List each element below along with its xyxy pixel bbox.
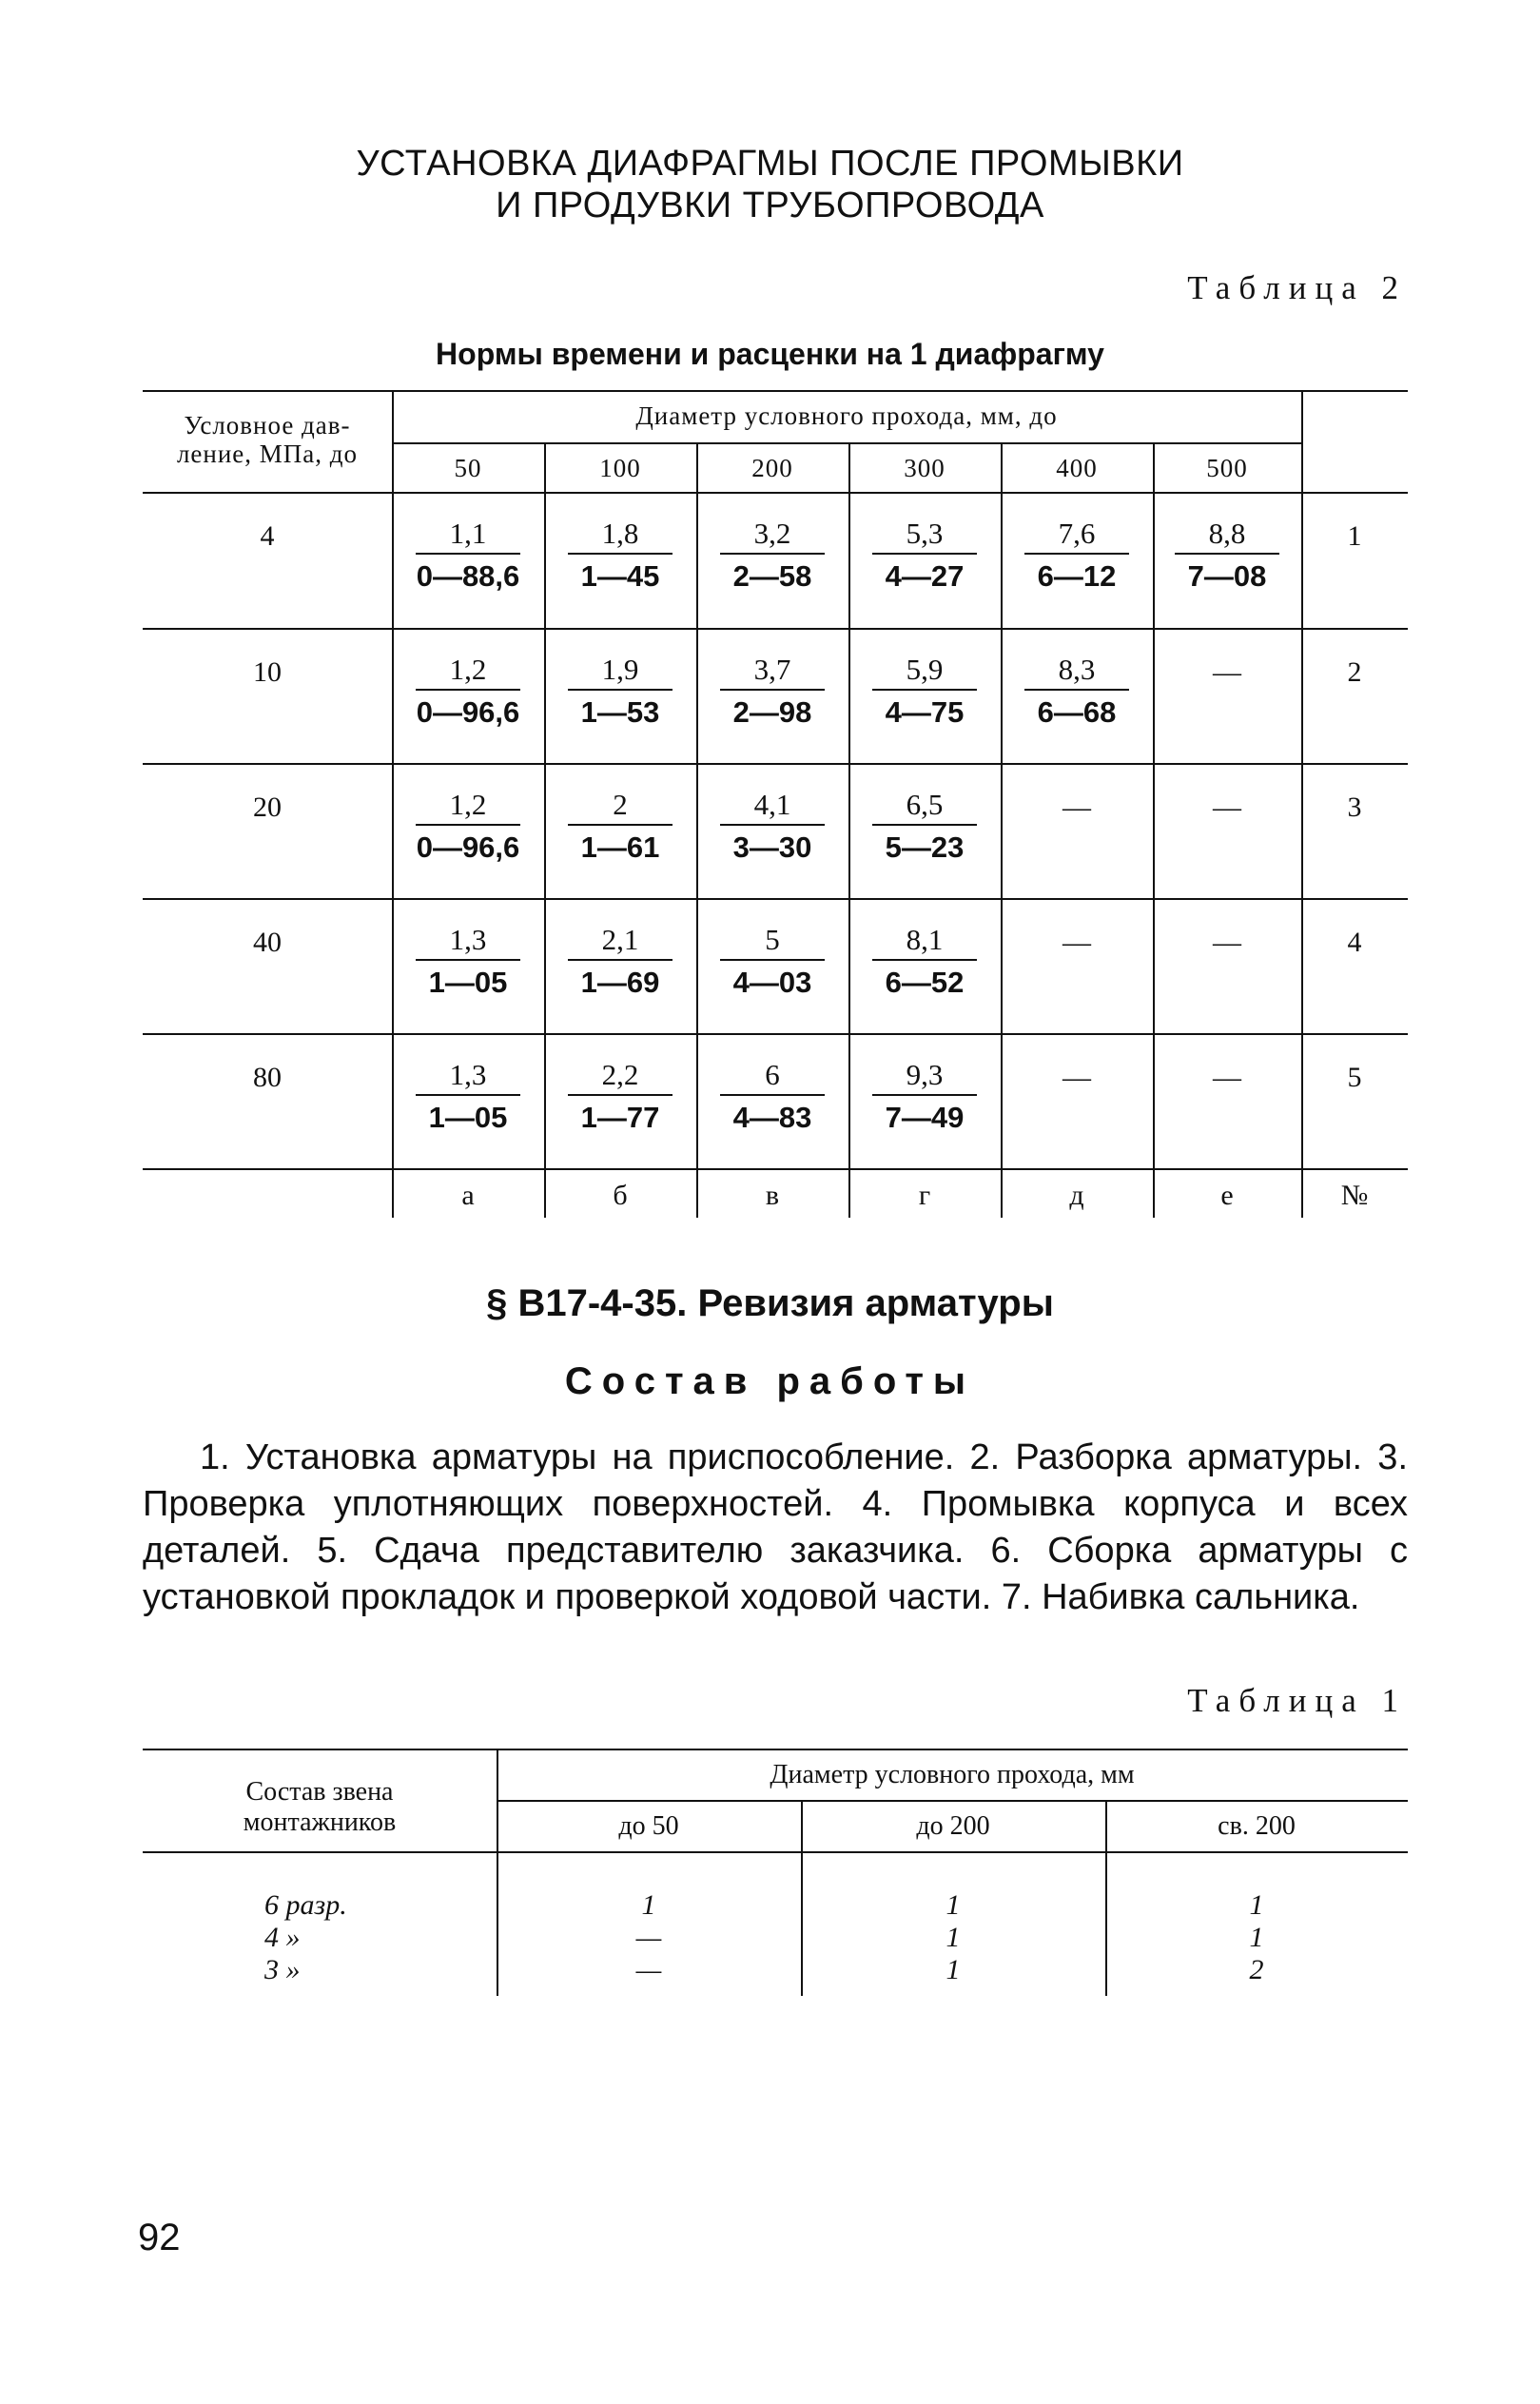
time-norm: 1,3 — [449, 1058, 487, 1091]
rate-value: 2—58 — [732, 559, 812, 593]
rate-value: 5—23 — [885, 831, 965, 864]
time-norm: 5,3 — [906, 517, 944, 550]
time-norm: 6,5 — [906, 788, 944, 821]
row-number: 2 — [1347, 656, 1362, 688]
rate-value: 6—12 — [1037, 559, 1117, 593]
table1-label: Таблица 1 — [1187, 1682, 1407, 1719]
rate-value: 1—69 — [580, 966, 660, 999]
norm-rate-cell — [545, 921, 695, 1003]
row-number: 1 — [1347, 520, 1362, 552]
t1-count: 1 — [641, 1889, 656, 1921]
time-norm: 3,7 — [753, 653, 791, 686]
t1-row-header-line-2: монтажников — [243, 1808, 397, 1837]
time-norm: 1,9 — [601, 653, 639, 686]
pressure-value: 80 — [253, 1062, 282, 1093]
column-letter: в — [765, 1180, 780, 1211]
paragraph-heading: § В17-4-35. Ревизия арматуры — [486, 1282, 1054, 1324]
norm-rate-cell — [697, 651, 848, 733]
norm-rate-cell — [393, 651, 543, 733]
norm-rate-cell — [393, 921, 543, 1003]
norm-rate-cell — [849, 786, 1000, 868]
rate-value: 0—96,6 — [416, 695, 520, 729]
rate-value: 1—05 — [428, 1101, 508, 1134]
page-number: 92 — [138, 2217, 181, 2258]
empty-cell-dash: — — [1062, 792, 1091, 823]
diameter-header: 400 — [1056, 454, 1098, 482]
column-letter: б — [613, 1180, 628, 1211]
norm-rate-cell — [1152, 515, 1302, 596]
t1-column-header: до 200 — [916, 1811, 990, 1841]
time-norm: 8,1 — [906, 923, 944, 956]
t1-column-header: св. 200 — [1218, 1811, 1296, 1841]
t1-count: 1 — [1249, 1922, 1264, 1953]
rate-value: 1—61 — [580, 831, 660, 864]
row-header-line-2: ление, МПа, до — [176, 440, 359, 468]
rate-value: 0—88,6 — [416, 559, 520, 593]
time-norm: 5 — [765, 923, 780, 956]
time-norm: 2 — [613, 788, 628, 821]
t1-count: — — [635, 1922, 662, 1953]
rate-value: 7—08 — [1187, 559, 1267, 593]
empty-cell-dash: — — [1213, 927, 1241, 958]
column-letter: а — [461, 1180, 475, 1211]
column-letter: е — [1220, 1180, 1234, 1211]
rate-value: 4—03 — [732, 966, 812, 999]
diameter-header: 500 — [1206, 454, 1248, 482]
column-letter: г — [918, 1180, 931, 1211]
time-norm: 7,6 — [1058, 517, 1096, 550]
work-composition-heading: Состав работы — [564, 1360, 976, 1402]
empty-cell-dash: — — [1062, 927, 1091, 958]
t1-row-header — [143, 1777, 497, 1838]
time-norm: 3,2 — [753, 517, 791, 550]
empty-cell-dash: — — [1213, 1062, 1241, 1093]
rate-value: 6—68 — [1037, 695, 1117, 729]
rate-value: 3—30 — [732, 831, 812, 864]
norm-rate-cell — [697, 786, 848, 868]
rate-value: 4—83 — [732, 1101, 812, 1134]
time-norm: 1,2 — [449, 788, 487, 821]
rate-value: 6—52 — [885, 966, 965, 999]
t1-rank: 4 » — [264, 1922, 301, 1953]
t1-row-header-line-1: Состав звена — [245, 1777, 394, 1807]
pressure-value: 40 — [253, 927, 282, 958]
norm-rate-cell — [697, 515, 848, 596]
norm-rate-cell — [849, 1056, 1000, 1138]
norm-rate-cell — [1002, 651, 1152, 733]
rate-value: 4—27 — [885, 559, 965, 593]
time-norm: 6 — [765, 1058, 780, 1091]
rate-value: 1—45 — [580, 559, 660, 593]
t1-count: 2 — [1249, 1954, 1264, 1985]
time-norm: 2,1 — [601, 923, 639, 956]
pressure-value: 20 — [253, 792, 282, 823]
empty-cell-dash: — — [1213, 792, 1241, 823]
diameter-header: 100 — [599, 454, 641, 482]
section-title-line-1: УСТАНОВКА ДИАФРАГМЫ ПОСЛЕ ПРОМЫВКИ — [356, 144, 1184, 184]
pressure-value: 4 — [260, 520, 275, 552]
row-header-line-1: Условное дав- — [184, 411, 351, 440]
t1-count: 1 — [945, 1889, 961, 1921]
work-composition-text: 1. Установка арматуры на приспособление. 2. Разборка арматуры. 3. Проверка уплотняющих поверхностей. 4. Промывка корпуса и всех деталей. 5. Сдача представителю заказчика. 6. Сборка арматуры с установкой прокладок и проверкой ходовой части. 7. Набивка сальника. — [143, 1437, 1408, 1617]
norm-rate-cell — [545, 651, 695, 733]
section-title — [0, 143, 1540, 226]
number-sign: № — [1340, 1180, 1369, 1211]
norm-rate-cell — [393, 786, 543, 868]
empty-cell-dash: — — [1062, 1062, 1091, 1093]
diameter-header: 50 — [454, 454, 482, 482]
norm-rate-cell — [393, 1056, 543, 1138]
time-norm: 2,2 — [601, 1058, 639, 1091]
time-norm: 1,2 — [449, 653, 487, 686]
t1-column-header: до 50 — [618, 1811, 679, 1841]
time-norm: 1,3 — [449, 923, 487, 956]
rate-value: 1—77 — [580, 1101, 660, 1134]
rate-value: 1—53 — [580, 695, 660, 729]
t1-count: 1 — [1249, 1889, 1264, 1921]
t1-count: — — [635, 1954, 662, 1985]
pressure-value: 10 — [253, 656, 282, 688]
rate-value: 0—96,6 — [416, 831, 520, 864]
rate-value: 4—75 — [885, 695, 965, 729]
norm-rate-cell — [849, 651, 1000, 733]
rate-value: 1—05 — [428, 966, 508, 999]
norm-rate-cell — [545, 515, 695, 596]
time-norm: 9,3 — [906, 1058, 944, 1091]
t1-count: 1 — [945, 1922, 961, 1953]
t1-rank: 3 » — [264, 1954, 301, 1985]
table2 — [143, 390, 1408, 1218]
norm-rate-cell — [545, 786, 695, 868]
table2-label: Таблица 2 — [1187, 269, 1407, 306]
norm-rate-cell — [393, 515, 543, 596]
norm-rate-cell — [849, 515, 1000, 596]
time-norm: 5,9 — [906, 653, 944, 686]
norm-rate-cell — [697, 1056, 848, 1138]
diameter-group-header: Диаметр условного прохода, мм, до — [635, 401, 1058, 430]
column-letter: д — [1069, 1180, 1084, 1211]
time-norm: 8,8 — [1208, 517, 1246, 550]
t1-count: 1 — [945, 1954, 961, 1985]
time-norm: 1,1 — [449, 517, 487, 550]
norm-rate-cell — [545, 1056, 695, 1138]
norm-rate-cell — [697, 921, 848, 1003]
table2-caption: Нормы времени и расценки на 1 диафрагму — [436, 337, 1104, 371]
norm-rate-cell — [849, 921, 1000, 1003]
time-norm: 1,8 — [601, 517, 639, 550]
diameter-header: 300 — [904, 454, 945, 482]
row-header — [143, 411, 392, 468]
table1 — [143, 1749, 1408, 2005]
row-number: 3 — [1347, 792, 1362, 823]
row-number: 5 — [1347, 1062, 1362, 1093]
rate-value: 7—49 — [885, 1101, 965, 1134]
norm-rate-cell — [1002, 515, 1152, 596]
time-norm: 8,3 — [1058, 653, 1096, 686]
time-norm: 4,1 — [753, 788, 791, 821]
t1-diameter-group-header: Диаметр условного прохода, мм — [770, 1760, 1135, 1789]
row-number: 4 — [1347, 927, 1362, 958]
diameter-header: 200 — [751, 454, 793, 482]
t1-rank: 6 разр. — [264, 1889, 347, 1921]
rate-value: 2—98 — [732, 695, 812, 729]
empty-cell-dash: — — [1213, 656, 1241, 688]
section-title-line-2: И ПРОДУВКИ ТРУБОПРОВОДА — [496, 186, 1044, 225]
